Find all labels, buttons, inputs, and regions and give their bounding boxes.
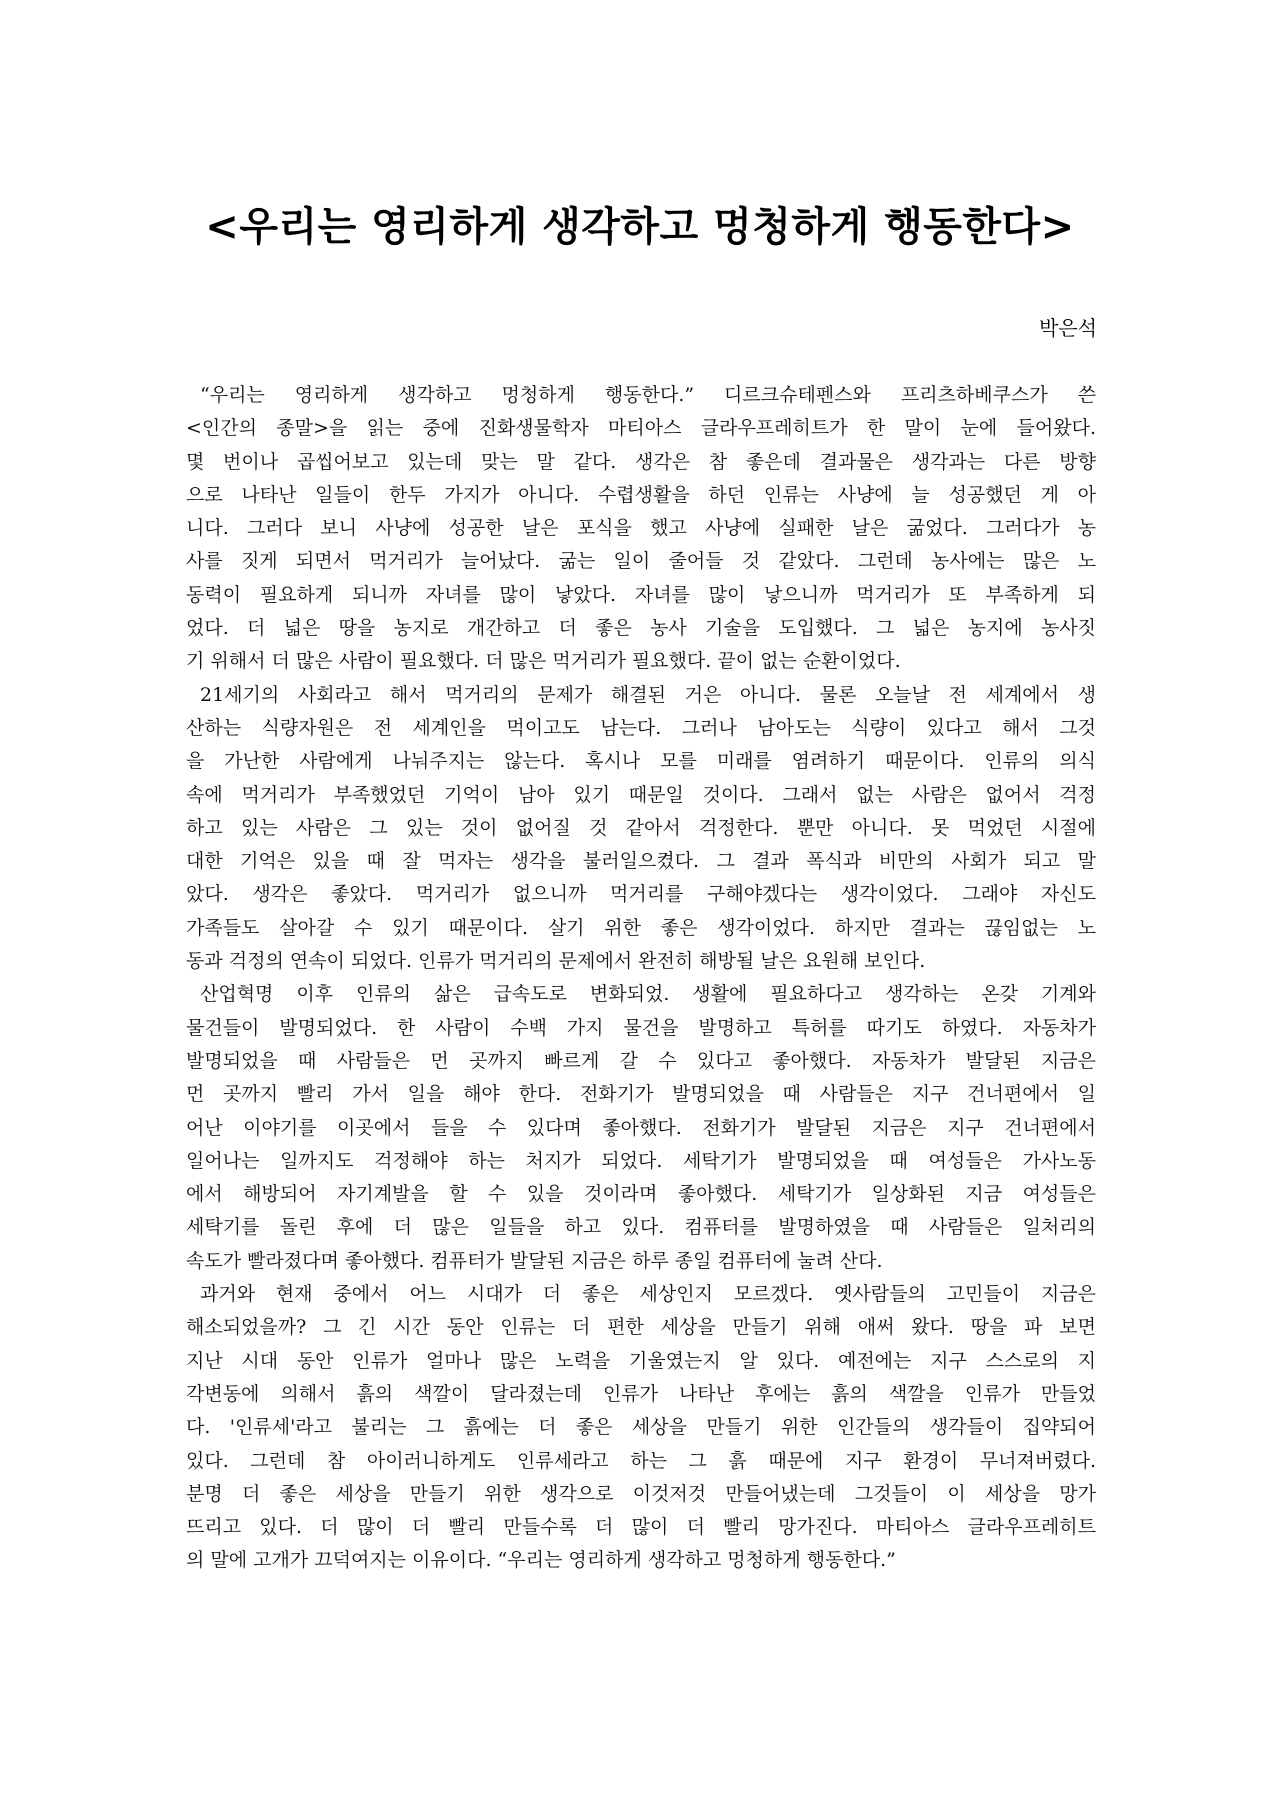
text-line: 가족들도 살아갈 수 있기 때문이다. 살기 위한 좋은 생각이었다. 하지만 결과는 끊임없는 노 xyxy=(186,916,1096,939)
text-line: 산하는 식량자원은 전 세계인을 먹이고도 남는다. 그러나 남아도는 식량이 있다고 해서 그것 xyxy=(186,716,1096,739)
text-line: 속에 먹거리가 부족했었던 기억이 남아 있기 때문일 것이다. 그래서 없는 사람은 없어서 걱정 xyxy=(186,783,1096,806)
text-line: 일어나는 일까지도 걱정해야 하는 처지가 되었다. 세탁기가 발명되었을 때 여성들은 가사노동 xyxy=(186,1149,1096,1172)
text-line: 았다. 생각은 좋았다. 먹거리가 없으니까 먹거리를 구해야겠다는 생각이었다. 그래야 자신도 xyxy=(186,883,1096,906)
document-body xyxy=(186,379,1096,1578)
text-line: 21세기의 사회라고 해서 먹거리의 문제가 해결된 거은 아니다. 물론 오늘날 전 세계에서 생 xyxy=(200,683,1096,706)
text-line: 있다. 그런데 참 아이러니하게도 인류세라고 하는 그 흙 때문에 지구 환경이 무너져버렸다. xyxy=(186,1449,1096,1472)
document-title: <우리는 영리하게 생각하고 멍청하게 행동한다> xyxy=(205,204,1075,250)
text-line: 니다. 그러다 보니 사냥에 성공한 날은 포식을 했고 사냥에 실패한 날은 굶었다. 그러다가 농 xyxy=(186,517,1096,540)
text-line: 뜨리고 있다. 더 많이 더 빨리 만들수록 더 많이 더 빨리 망가진다. 마티아스 글라우프레히트 xyxy=(186,1516,1096,1539)
text-line: 발명되었을 때 사람들은 먼 곳까지 빠르게 갈 수 있다고 좋아했다. 자동차가 발달된 지금은 xyxy=(186,1049,1096,1072)
text-line: <인간의 종말>을 읽는 중에 진화생물학자 마티아스 글라우프레히트가 한 말이 눈에 들어왔다. xyxy=(186,417,1096,440)
paragraph xyxy=(186,379,1096,679)
text-line: 어난 이야기를 이곳에서 들을 수 있다며 좋아했다. 전화기가 발달된 지금은 지구 건너편에서 xyxy=(186,1116,1096,1139)
text-line: 하고 있는 사람은 그 있는 것이 없어질 것 같아서 걱정한다. 뿐만 아니다. 못 먹었던 시절에 xyxy=(186,816,1096,839)
text-line: 을 가난한 사람에게 나눠주지는 않는다. 혹시나 모를 미래를 염려하기 때문이다. 인류의 의식 xyxy=(186,750,1096,773)
paragraph xyxy=(186,978,1096,1278)
text-line: 먼 곳까지 빨리 가서 일을 해야 한다. 전화기가 발명되었을 때 사람들은 지구 건너편에서 일 xyxy=(186,1083,1096,1106)
text-line: 사를 짓게 되면서 먹거리가 늘어났다. 굶는 일이 줄어들 것 같았다. 그런데 농사에는 많은 노 xyxy=(186,550,1096,573)
text-line: 해소되었을까? 그 긴 시간 동안 인류는 더 편한 세상을 만들기 위해 애써 왔다. 땅을 파 보면 xyxy=(186,1316,1096,1339)
author-name: 박은석 xyxy=(1039,316,1097,340)
text-line: 과거와 현재 중에서 어느 시대가 더 좋은 세상인지 모르겠다. 옛사람들의 고민들이 지금은 xyxy=(200,1283,1096,1306)
text-line: 지난 시대 동안 인류가 얼마나 많은 노력을 기울였는지 알 있다. 예전에는 지구 스스로의 지 xyxy=(186,1349,1096,1372)
text-line: 었다. 더 넓은 땅을 농지로 개간하고 더 좋은 농사 기술을 도입했다. 그 넓은 농지에 농사짓 xyxy=(186,617,1096,640)
text-line: 속도가 빨라졌다며 좋아했다. 컴퓨터가 발달된 지금은 하루 종일 컴퓨터에 눌려 산다. xyxy=(186,1249,883,1272)
text-line: 의 말에 고개가 끄덕여지는 이유이다. “우리는 영리하게 생각하고 멍청하게 행동한다.” xyxy=(186,1549,896,1572)
paragraph xyxy=(186,679,1096,979)
text-line: 으로 나타난 일들이 한두 가지가 아니다. 수렵생활을 하던 인류는 사냥에 늘 성공했던 게 아 xyxy=(186,483,1096,506)
text-line: 각변동에 의해서 흙의 색깔이 달라졌는데 인류가 나타난 후에는 흙의 색깔을 인류가 만들었 xyxy=(186,1382,1096,1405)
text-line: 에서 해방되어 자기계발을 할 수 있을 것이라며 좋아했다. 세탁기가 일상화된 지금 여성들은 xyxy=(186,1183,1096,1206)
text-line: 물건들이 발명되었다. 한 사람이 수백 가지 물건을 발명하고 특허를 따기도 하였다. 자동차가 xyxy=(186,1016,1096,1039)
text-line: 분명 더 좋은 세상을 만들기 위한 생각으로 이것저것 만들어냈는데 그것들이 이 세상을 망가 xyxy=(186,1482,1096,1505)
text-line: 몇 번이나 곱씹어보고 있는데 맞는 말 같다. 생각은 참 좋은데 결과물은 생각과는 다른 방향 xyxy=(186,450,1096,473)
text-line: 다. '인류세'라고 불리는 그 흙에는 더 좋은 세상을 만들기 위한 인간들의 생각들이 집약되어 xyxy=(186,1416,1096,1439)
text-line: 동과 걱정의 연속이 되었다. 인류가 먹거리의 문제에서 완전히 해방될 날은 요원해 보인다. xyxy=(186,950,926,973)
text-line: 기 위해서 더 많은 사람이 필요했다. 더 많은 먹거리가 필요했다. 끝이 없는 순환이었다. xyxy=(186,650,901,673)
paragraph xyxy=(186,1278,1096,1578)
text-line: 세탁기를 돌린 후에 더 많은 일들을 하고 있다. 컴퓨터를 발명하였을 때 사람들은 일처리의 xyxy=(186,1216,1096,1239)
text-line: 산업혁명 이후 인류의 삶은 급속도로 변화되었. 생활에 필요하다고 생각하는 온갖 기계와 xyxy=(200,983,1096,1006)
text-line: “우리는 영리하게 생각하고 멍청하게 행동한다.” 디르크슈테펜스와 프리츠하베쿠스가 쓴 xyxy=(200,384,1096,406)
text-line: 동력이 필요하게 되니까 자녀를 많이 낳았다. 자녀를 많이 낳으니까 먹거리가 또 부족하게 되 xyxy=(186,583,1096,606)
text-line: 대한 기억은 있을 때 잘 먹자는 생각을 불러일으켰다. 그 결과 폭식과 비만의 사회가 되고 말 xyxy=(186,850,1096,873)
